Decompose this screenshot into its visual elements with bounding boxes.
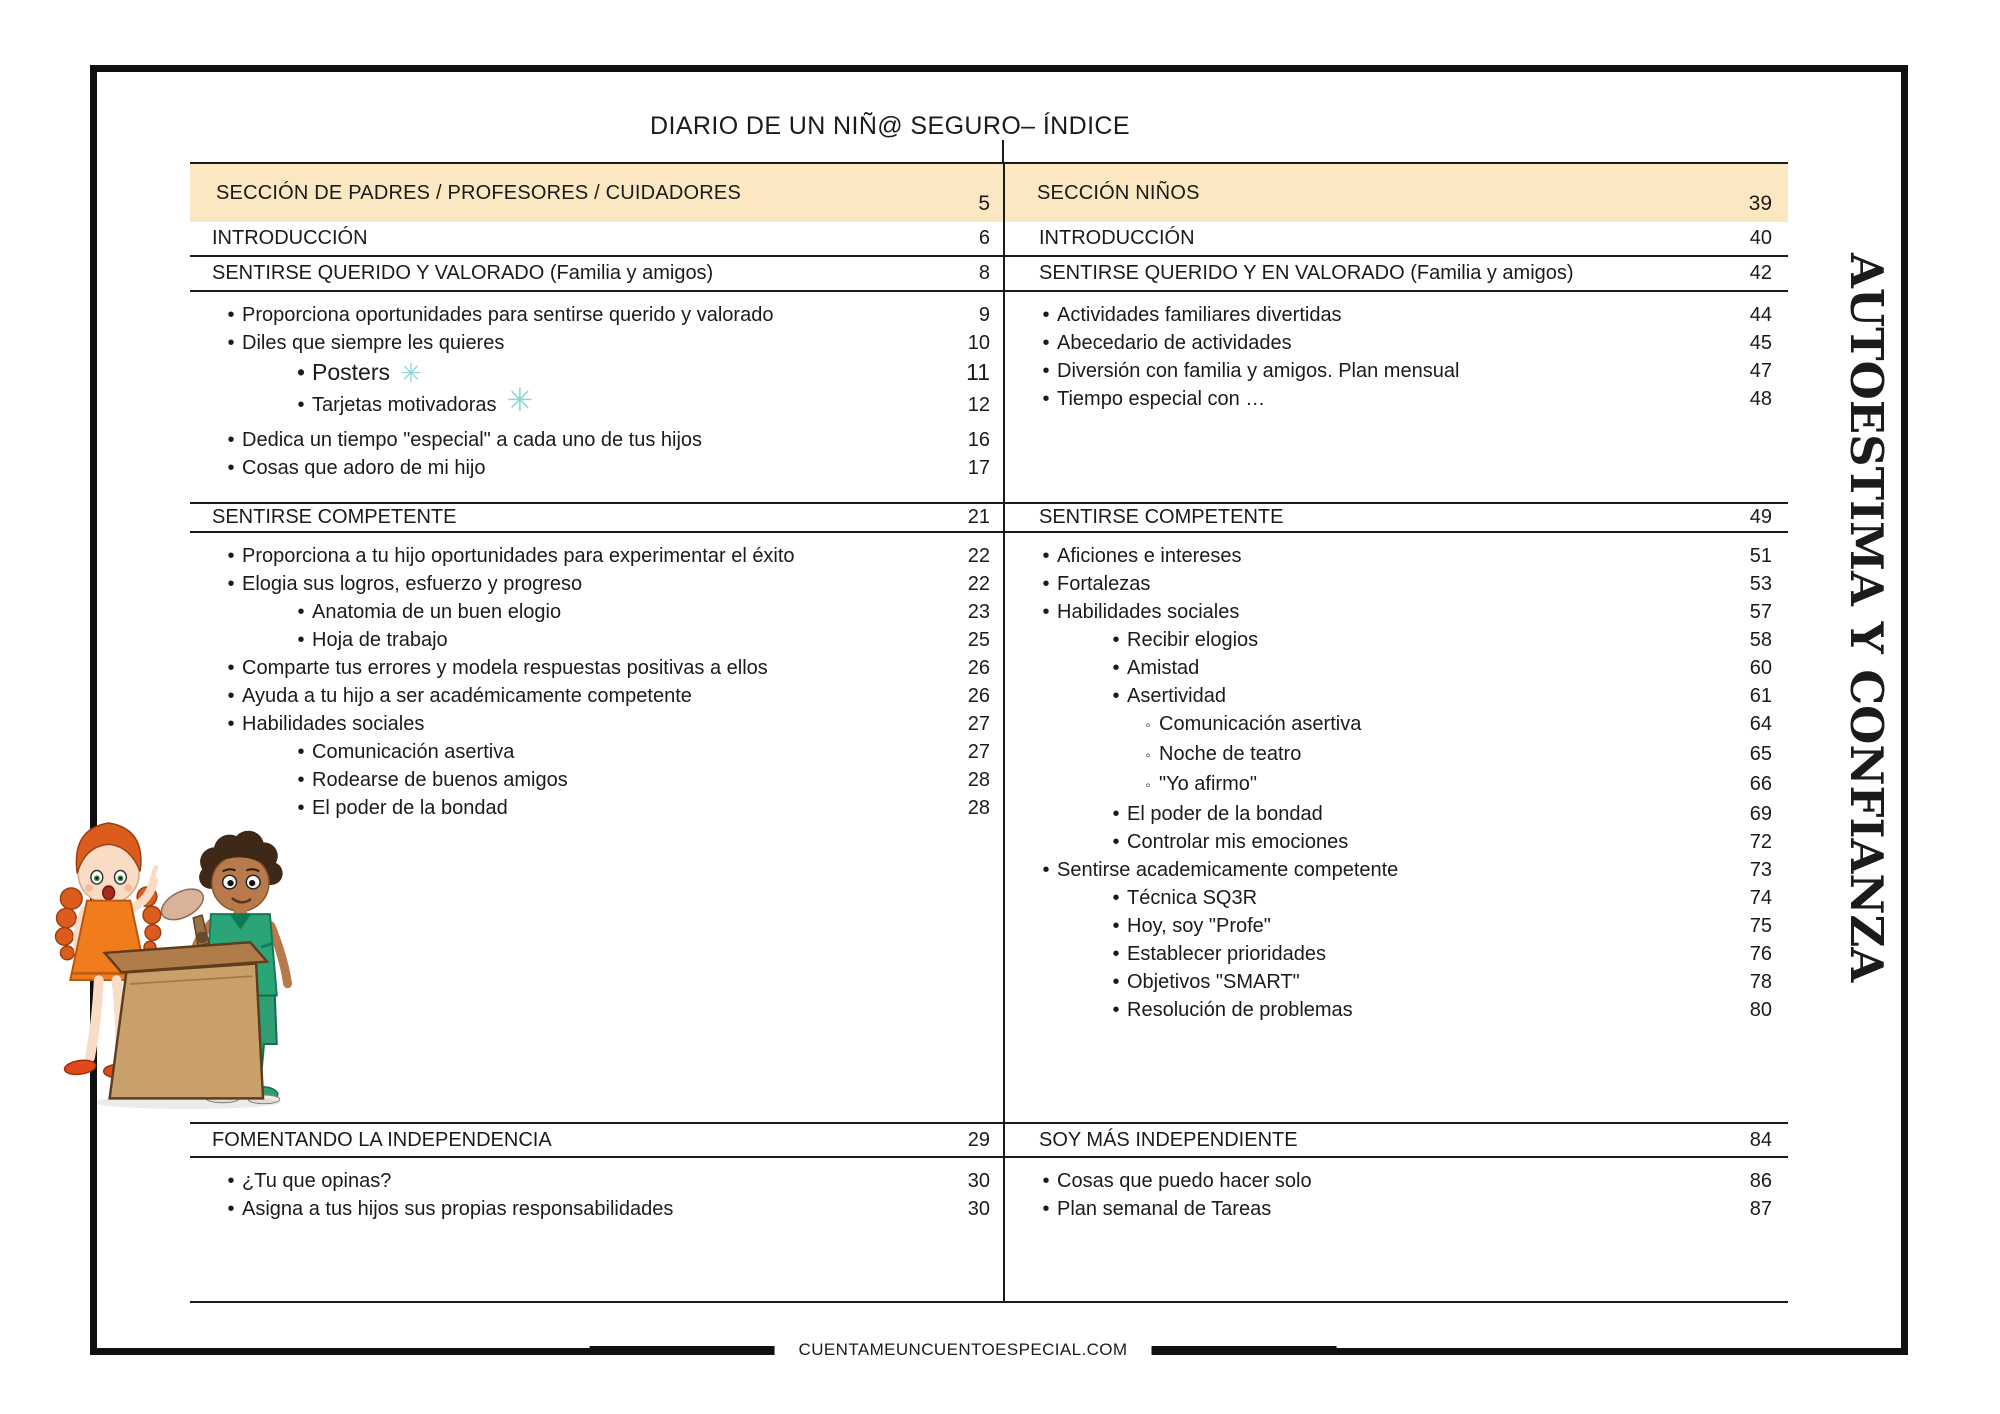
section-band-parents [190,162,1003,222]
bullet-icon: • [227,429,235,451]
toc-list-independencia-left [190,1158,1003,1303]
section-header-label: SENTIRSE COMPETENTE [1039,506,1284,528]
toc-item-label: Aficiones e intereses [1057,545,1242,567]
section-header-page: 21 [967,506,990,528]
toc-item [1005,912,1788,940]
toc-item-page: 64 [1749,713,1772,735]
bullet-icon: • [1112,657,1120,679]
bullet-icon: • [227,332,235,354]
toc-item-page: 75 [1749,915,1772,937]
bullet-icon: • [1042,332,1050,354]
bullet-icon: • [1112,999,1120,1021]
toc-item [1005,1167,1788,1195]
toc-item [190,654,1003,682]
bullet-icon: • [1042,545,1050,567]
bullet-icon: • [1112,887,1120,909]
toc-list-competente-right [1003,533,1788,1122]
toc-item-label: Dedica un tiempo "especial" a cada uno de tus hijos [242,429,703,451]
toc-item-page: 23 [967,601,990,623]
bullet-icon: • [1042,573,1050,595]
toc-item-label: Controlar mis emociones [1127,831,1349,853]
toc-item-page: 45 [1749,332,1772,354]
toc-item [190,598,1003,626]
asterisk-decoration-icon: ✳ [399,358,422,388]
section-header-label: FOMENTANDO LA INDEPENDENCIA [212,1128,552,1151]
toc-item [1005,968,1788,996]
toc-list-querido-right [1003,292,1788,502]
section-header-page: 29 [967,1128,990,1151]
toc-item [1005,940,1788,968]
toc-item-page: 10 [967,332,990,354]
toc-item [190,1167,1003,1195]
toc-item-page: 86 [1749,1170,1772,1192]
toc-item-label: Comunicación asertiva [1159,713,1362,735]
bullet-icon: • [227,545,235,567]
toc-item-label: Objetivos "SMART" [1127,971,1300,993]
toc-item-page: 61 [1749,685,1772,707]
section-header-querido-left [190,257,1003,292]
bullet-icon: • [227,457,235,479]
toc-item-page: 65 [1749,743,1772,765]
toc-item-page: 22 [967,573,990,595]
toc-item [190,382,1003,419]
bullet-icon: • [1042,304,1050,326]
toc-item [1005,654,1788,682]
section-header-page: 8 [978,262,990,284]
bullet-icon: • [1042,360,1050,382]
toc-item [1005,740,1788,770]
toc-item-page: 25 [967,629,990,651]
toc-item-page: 44 [1749,304,1772,326]
bullet-icon: • [297,601,305,623]
toc-item-label: Plan semanal de Tareas [1057,1198,1272,1220]
toc-item-label: Asigna a tus hijos sus propias responsabilidades [242,1198,674,1220]
bullet-icon: • [1112,943,1120,965]
toc-item-label: Posters ✳ [312,358,422,388]
toc-item [1005,1195,1788,1223]
toc-item-label: Tiempo especial con … [1057,388,1266,410]
toc-item [190,570,1003,598]
section-band-children-label: SECCIÓN NIÑOS [1037,181,1200,204]
footer-website: CUENTAMEUNCUENTOESPECIAL.COM [775,1338,1152,1362]
toc-item [190,1195,1003,1223]
section-header-label: SOY MÁS INDEPENDIENTE [1039,1128,1298,1151]
toc-item [1005,385,1788,413]
toc-item [190,710,1003,738]
section-band-parents-page: 5 [978,192,990,215]
toc-item-page: 27 [967,713,990,735]
bullet-icon: • [296,359,306,385]
toc-item-label: Recibir elogios [1127,629,1259,651]
section-header-independiente-right [1003,1122,1788,1158]
toc-item [1005,996,1788,1024]
toc-item-page: 60 [1749,657,1772,679]
children-podium-illustration [28,790,323,1110]
toc-item-label: Sentirse academicamente competente [1057,859,1399,881]
section-header-competente-right [1003,502,1788,533]
toc-item-label: Cosas que adoro de mi hijo [242,457,486,479]
page-title: DIARIO DE UN NIÑ@ SEGURO– ÍNDICE [650,112,1130,140]
toc-item [1005,800,1788,828]
toc-list-querido-left [190,292,1003,502]
section-band-children [1003,162,1788,222]
section-header-independencia-left [190,1122,1003,1158]
toc-item [1005,329,1788,357]
toc-item-page: 17 [967,457,990,479]
toc-item-label: Resolución de problemas [1127,999,1353,1021]
toc-item-label: Asertividad [1127,685,1226,707]
bullet-icon: • [227,657,235,679]
toc-item [1005,710,1788,740]
section-header-page: 84 [1749,1128,1772,1151]
intro-right-page: 40 [1749,227,1772,249]
toc-item-page: 78 [1749,971,1772,993]
bullet-icon: • [1112,629,1120,651]
toc-item [190,542,1003,570]
bullet-icon: • [297,797,305,819]
column-divider-tick [1002,140,1004,163]
section-band-children-page: 39 [1748,192,1772,215]
bullet-icon: • [297,741,305,763]
microphone-icon [156,883,209,946]
toc-item-label: Establecer prioridades [1127,943,1326,965]
toc-item-page: 76 [1749,943,1772,965]
toc-item [190,357,1003,386]
toc-item-label: Habilidades sociales [1057,601,1240,623]
bullet-icon: • [1112,915,1120,937]
section-header-page: 42 [1749,262,1772,284]
toc-item [1005,357,1788,385]
toc-item [1005,598,1788,626]
side-label-vertical: AUTOESTIMA Y CONFIANZA [1840,253,1893,983]
toc-item-page: 66 [1749,773,1772,795]
section-header-page: 49 [1749,506,1772,528]
toc-item [190,682,1003,710]
toc-item [1005,884,1788,912]
toc-item-label: Amistad [1127,657,1200,679]
toc-item-page: 74 [1749,887,1772,909]
toc-item-page: 47 [1749,360,1772,382]
toc-item [1005,301,1788,329]
toc-item-page: 27 [967,741,990,763]
toc-item-page: 48 [1749,388,1772,410]
bullet-icon: • [297,769,305,791]
toc-item-label: Comunicación asertiva [312,741,515,763]
bullet-icon: • [297,629,305,651]
bullet-icon: • [1112,803,1120,825]
toc-item-label: Comparte tus errores y modela respuestas positivas a ellos [242,657,768,679]
bullet-icon: • [227,573,235,595]
toc-item-label: Habilidades sociales [242,713,425,735]
bullet-icon: ◦ [1145,717,1151,734]
bullet-icon: • [1042,859,1050,881]
toc-item [1005,570,1788,598]
toc-item [1005,770,1788,800]
section-band-parents-label: SECCIÓN DE PADRES / PROFESORES / CUIDADORES [216,181,741,204]
section-header-label: SENTIRSE QUERIDO Y EN VALORADO (Familia y amigos) [1039,262,1574,284]
toc-item-page: 28 [967,797,990,819]
section-header-querido-right [1003,257,1788,292]
toc-item-label: El poder de la bondad [312,797,508,819]
bullet-icon: • [297,394,305,416]
toc-item [190,329,1003,357]
toc-item-label: Diversión con familia y amigos. Plan mensual [1057,360,1460,382]
toc-item-label: Fortalezas [1057,573,1151,595]
toc-item-label: Tarjetas motivadoras ✳ [312,382,534,418]
toc-list-independiente-right [1003,1158,1788,1303]
toc-item [1005,542,1788,570]
toc-item-label: Abecedario de actividades [1057,332,1292,354]
toc-item-page: 72 [1749,831,1772,853]
toc-item-label: Rodearse de buenos amigos [312,769,568,791]
bullet-icon: • [1042,1170,1050,1192]
toc-item-label: Hoja de trabajo [312,629,448,651]
toc-item-page: 28 [967,769,990,791]
toc-item-label: Proporciona a tu hijo oportunidades para experimentar el éxito [242,545,795,567]
footer [590,1338,1337,1362]
intro-left-page: 6 [978,227,990,249]
bullet-icon: • [227,685,235,707]
toc-item-label: "Yo afirmo" [1159,773,1257,795]
toc-item-page: 57 [1749,601,1772,623]
section-header-label: SENTIRSE QUERIDO Y VALORADO (Familia y amigos) [212,262,714,284]
bullet-icon: • [227,713,235,735]
bullet-icon: ◦ [1145,777,1151,794]
toc-item-label: Proporciona oportunidades para sentirse querido y valorado [242,304,774,326]
intro-left-label: INTRODUCCIÓN [212,227,368,249]
toc-item-page: 11 [966,359,990,385]
intro-row-right [1003,222,1788,257]
toc-item-page: 69 [1749,803,1772,825]
toc-item-page: 12 [967,394,990,416]
bullet-icon: • [1112,685,1120,707]
section-header-competente-left [190,502,1003,533]
toc-item-page: 80 [1749,999,1772,1021]
toc-item-page: 58 [1749,629,1772,651]
toc-item-page: 30 [967,1170,990,1192]
toc-item-page: 30 [967,1198,990,1220]
bullet-icon: • [227,304,235,326]
toc-item-label: Anatomia de un buen elogio [312,601,562,623]
bullet-icon: • [1042,1198,1050,1220]
table-of-contents [190,162,1788,1303]
footer-line-left [590,1346,775,1354]
toc-item [1005,626,1788,654]
toc-item-label: Actividades familiares divertidas [1057,304,1342,326]
toc-item [1005,856,1788,884]
toc-item-label: El poder de la bondad [1127,803,1323,825]
toc-item-label: ¿Tu que opinas? [242,1170,392,1192]
toc-item-page: 87 [1749,1198,1772,1220]
toc-item [190,426,1003,454]
toc-item-page: 26 [967,657,990,679]
bullet-icon: • [227,1170,235,1192]
intro-right-label: INTRODUCCIÓN [1039,227,1195,249]
toc-item-page: 16 [967,429,990,451]
toc-item-label: Técnica SQ3R [1127,887,1258,909]
toc-item [190,738,1003,766]
toc-item-page: 73 [1749,859,1772,881]
toc-item [190,301,1003,329]
toc-item [1005,682,1788,710]
asterisk-decoration-icon: ✳ [506,382,534,418]
toc-item [190,454,1003,482]
toc-item-page: 26 [967,685,990,707]
toc-item-label: Elogia sus logros, esfuerzo y progreso [242,573,583,595]
toc-item-page: 9 [978,304,990,326]
toc-item-label: Ayuda a tu hijo a ser académicamente competente [242,685,692,707]
bullet-icon: • [1112,831,1120,853]
footer-line-right [1151,1346,1336,1354]
toc-item-page: 22 [967,545,990,567]
toc-item-label: Diles que siempre les quieres [242,332,505,354]
bullet-icon: • [227,1198,235,1220]
bullet-icon: • [1042,601,1050,623]
intro-row-left [190,222,1003,257]
section-header-label: SENTIRSE COMPETENTE [212,506,457,528]
toc-item-page: 53 [1749,573,1772,595]
bullet-icon: ◦ [1145,747,1151,764]
toc-item [190,626,1003,654]
toc-item-page: 51 [1749,545,1772,567]
toc-item [1005,828,1788,856]
toc-item-label: Hoy, soy "Profe" [1127,915,1271,937]
toc-item-label: Cosas que puedo hacer solo [1057,1170,1312,1192]
bullet-icon: • [1112,971,1120,993]
bullet-icon: • [1042,388,1050,410]
toc-item-label: Noche de teatro [1159,743,1302,765]
